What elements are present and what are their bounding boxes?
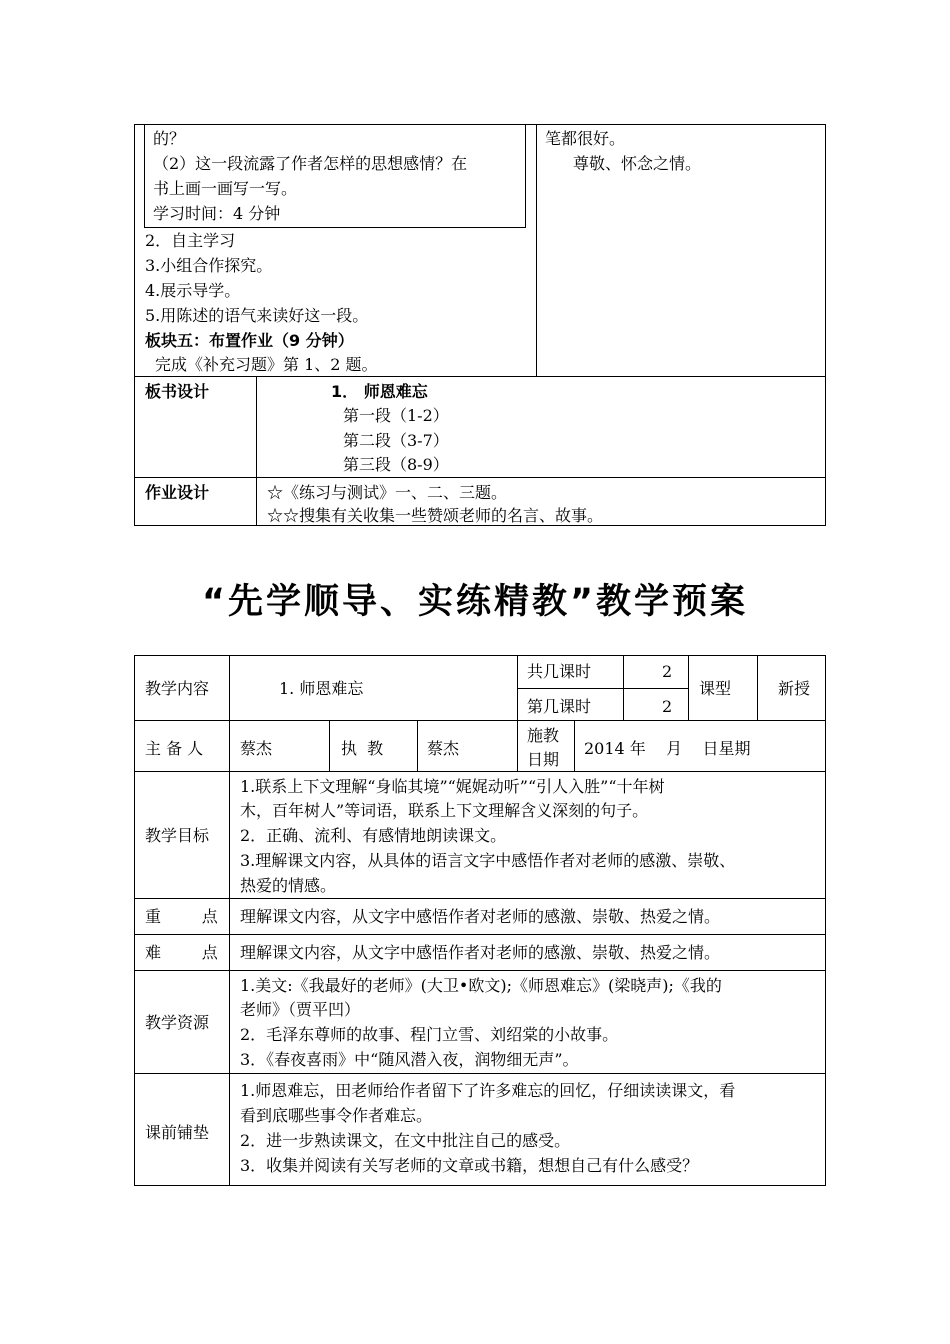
type-label: 课型 <box>699 679 732 698</box>
goals-line: 3.理解课文内容，从具体的语言文字中感悟作者对老师的感激、崇敬、 <box>240 851 736 870</box>
content-label: 教学内容 <box>145 679 210 698</box>
difficulty-label: 难 点 <box>145 943 218 962</box>
preparer-value: 蔡杰 <box>240 739 273 758</box>
key-point-label: 重 点 <box>145 907 218 926</box>
prep-line: 1.师恩难忘，田老师给作者留下了许多难忘的回忆，仔细读读课文，看 <box>240 1081 736 1100</box>
teacher-value: 蔡杰 <box>427 739 460 758</box>
key-point-value: 理解课文内容，从文字中感悟作者对老师的感激、崇敬、热爱之情。 <box>240 907 721 926</box>
total-periods-label: 共几课时 <box>527 662 592 681</box>
prep-line: 3．收集并阅读有关写老师的文章或书籍，想想自己有什么感受？ <box>240 1156 699 1175</box>
period-no-value: 2 <box>662 697 673 716</box>
board-design-title: 1． 师恩难忘 <box>331 382 428 401</box>
date-label-2: 日期 <box>527 750 560 769</box>
goals-line: 热爱的情感。 <box>240 876 337 895</box>
teacher-label: 执 教 <box>341 739 384 758</box>
resources-line: 2．毛泽东尊师的故事、程门立雪、刘绍棠的小故事。 <box>240 1025 619 1044</box>
board-design-line: 第一段（1-2） <box>343 406 449 425</box>
section-five-title: 板块五：布置作业（9 分钟） <box>145 331 354 350</box>
document-title: “先学顺导、实练精教”教学预案 <box>201 582 748 622</box>
section-five-text: 完成《补充习题》第 1、2 题。 <box>155 355 378 374</box>
right-col-line-1: 笔都很好。 <box>545 129 626 148</box>
total-periods-value: 2 <box>662 662 673 681</box>
period-no-label: 第几课时 <box>527 697 592 716</box>
inner-hint-line-4: 学习时间：4 分钟 <box>153 204 281 223</box>
homework-line: ☆☆搜集有关收集一些赞颂老师的名言、故事。 <box>267 506 604 525</box>
right-col-line-2: 尊敬、怀念之情。 <box>573 154 702 173</box>
goals-label: 教学目标 <box>145 826 210 845</box>
prep-line: 看到底哪些事令作者难忘。 <box>240 1106 433 1125</box>
step-item: 5.用陈述的语气来读好这一段。 <box>145 306 369 325</box>
board-design-label: 板书设计 <box>145 382 210 401</box>
difficulty-value: 理解课文内容，从文字中感悟作者对老师的感激、崇敬、热爱之情。 <box>240 943 721 962</box>
step-item: 3.小组合作探究。 <box>145 256 273 275</box>
inner-hint-line-2: （2）这一段流露了作者怎样的思想感情？在 <box>153 154 468 173</box>
goals-line: 木，百年树人”等词语，联系上下文理解含义深刻的句子。 <box>240 801 649 820</box>
preparer-label: 主 备 人 <box>145 739 204 758</box>
homework-line: ☆《练习与测试》一、二、三题。 <box>267 483 508 502</box>
type-value: 新授 <box>778 679 811 698</box>
content-value: 1. 师恩难忘 <box>279 679 364 698</box>
inner-hint-line-3: 书上画一画写一写。 <box>153 179 298 198</box>
goals-line: 2．正确、流利、有感情地朗读课文。 <box>240 826 507 845</box>
resources-label: 教学资源 <box>145 1013 210 1032</box>
board-design-line: 第三段（8-9） <box>343 455 449 474</box>
goals-line: 1.联系上下文理解“身临其境”“娓娓动听”“引人入胜”“十年树 <box>240 777 665 796</box>
homework-design-label: 作业设计 <box>145 483 210 502</box>
prep-line: 2．进一步熟读课文，在文中批注自己的感受。 <box>240 1131 571 1150</box>
date-value: 2014 年 月 日星期 <box>584 739 751 758</box>
resources-line: 老师》（贾平凹） <box>240 1000 361 1019</box>
resources-line: 1.美文:《我最好的老师》(大卫•欧文);《师恩难忘》(梁晓声);《我的 <box>240 976 722 995</box>
date-label-1: 施教 <box>527 726 560 745</box>
resources-line: 3．《春夜喜雨》中“随风潜入夜，润物细无声”。 <box>240 1050 579 1069</box>
step-item: 2．自主学习 <box>145 231 236 250</box>
step-item: 4.展示导学。 <box>145 281 241 300</box>
inner-hint-line-1: 的？ <box>153 129 186 148</box>
board-design-line: 第二段（3-7） <box>343 431 449 450</box>
prep-label: 课前铺垫 <box>145 1123 210 1142</box>
